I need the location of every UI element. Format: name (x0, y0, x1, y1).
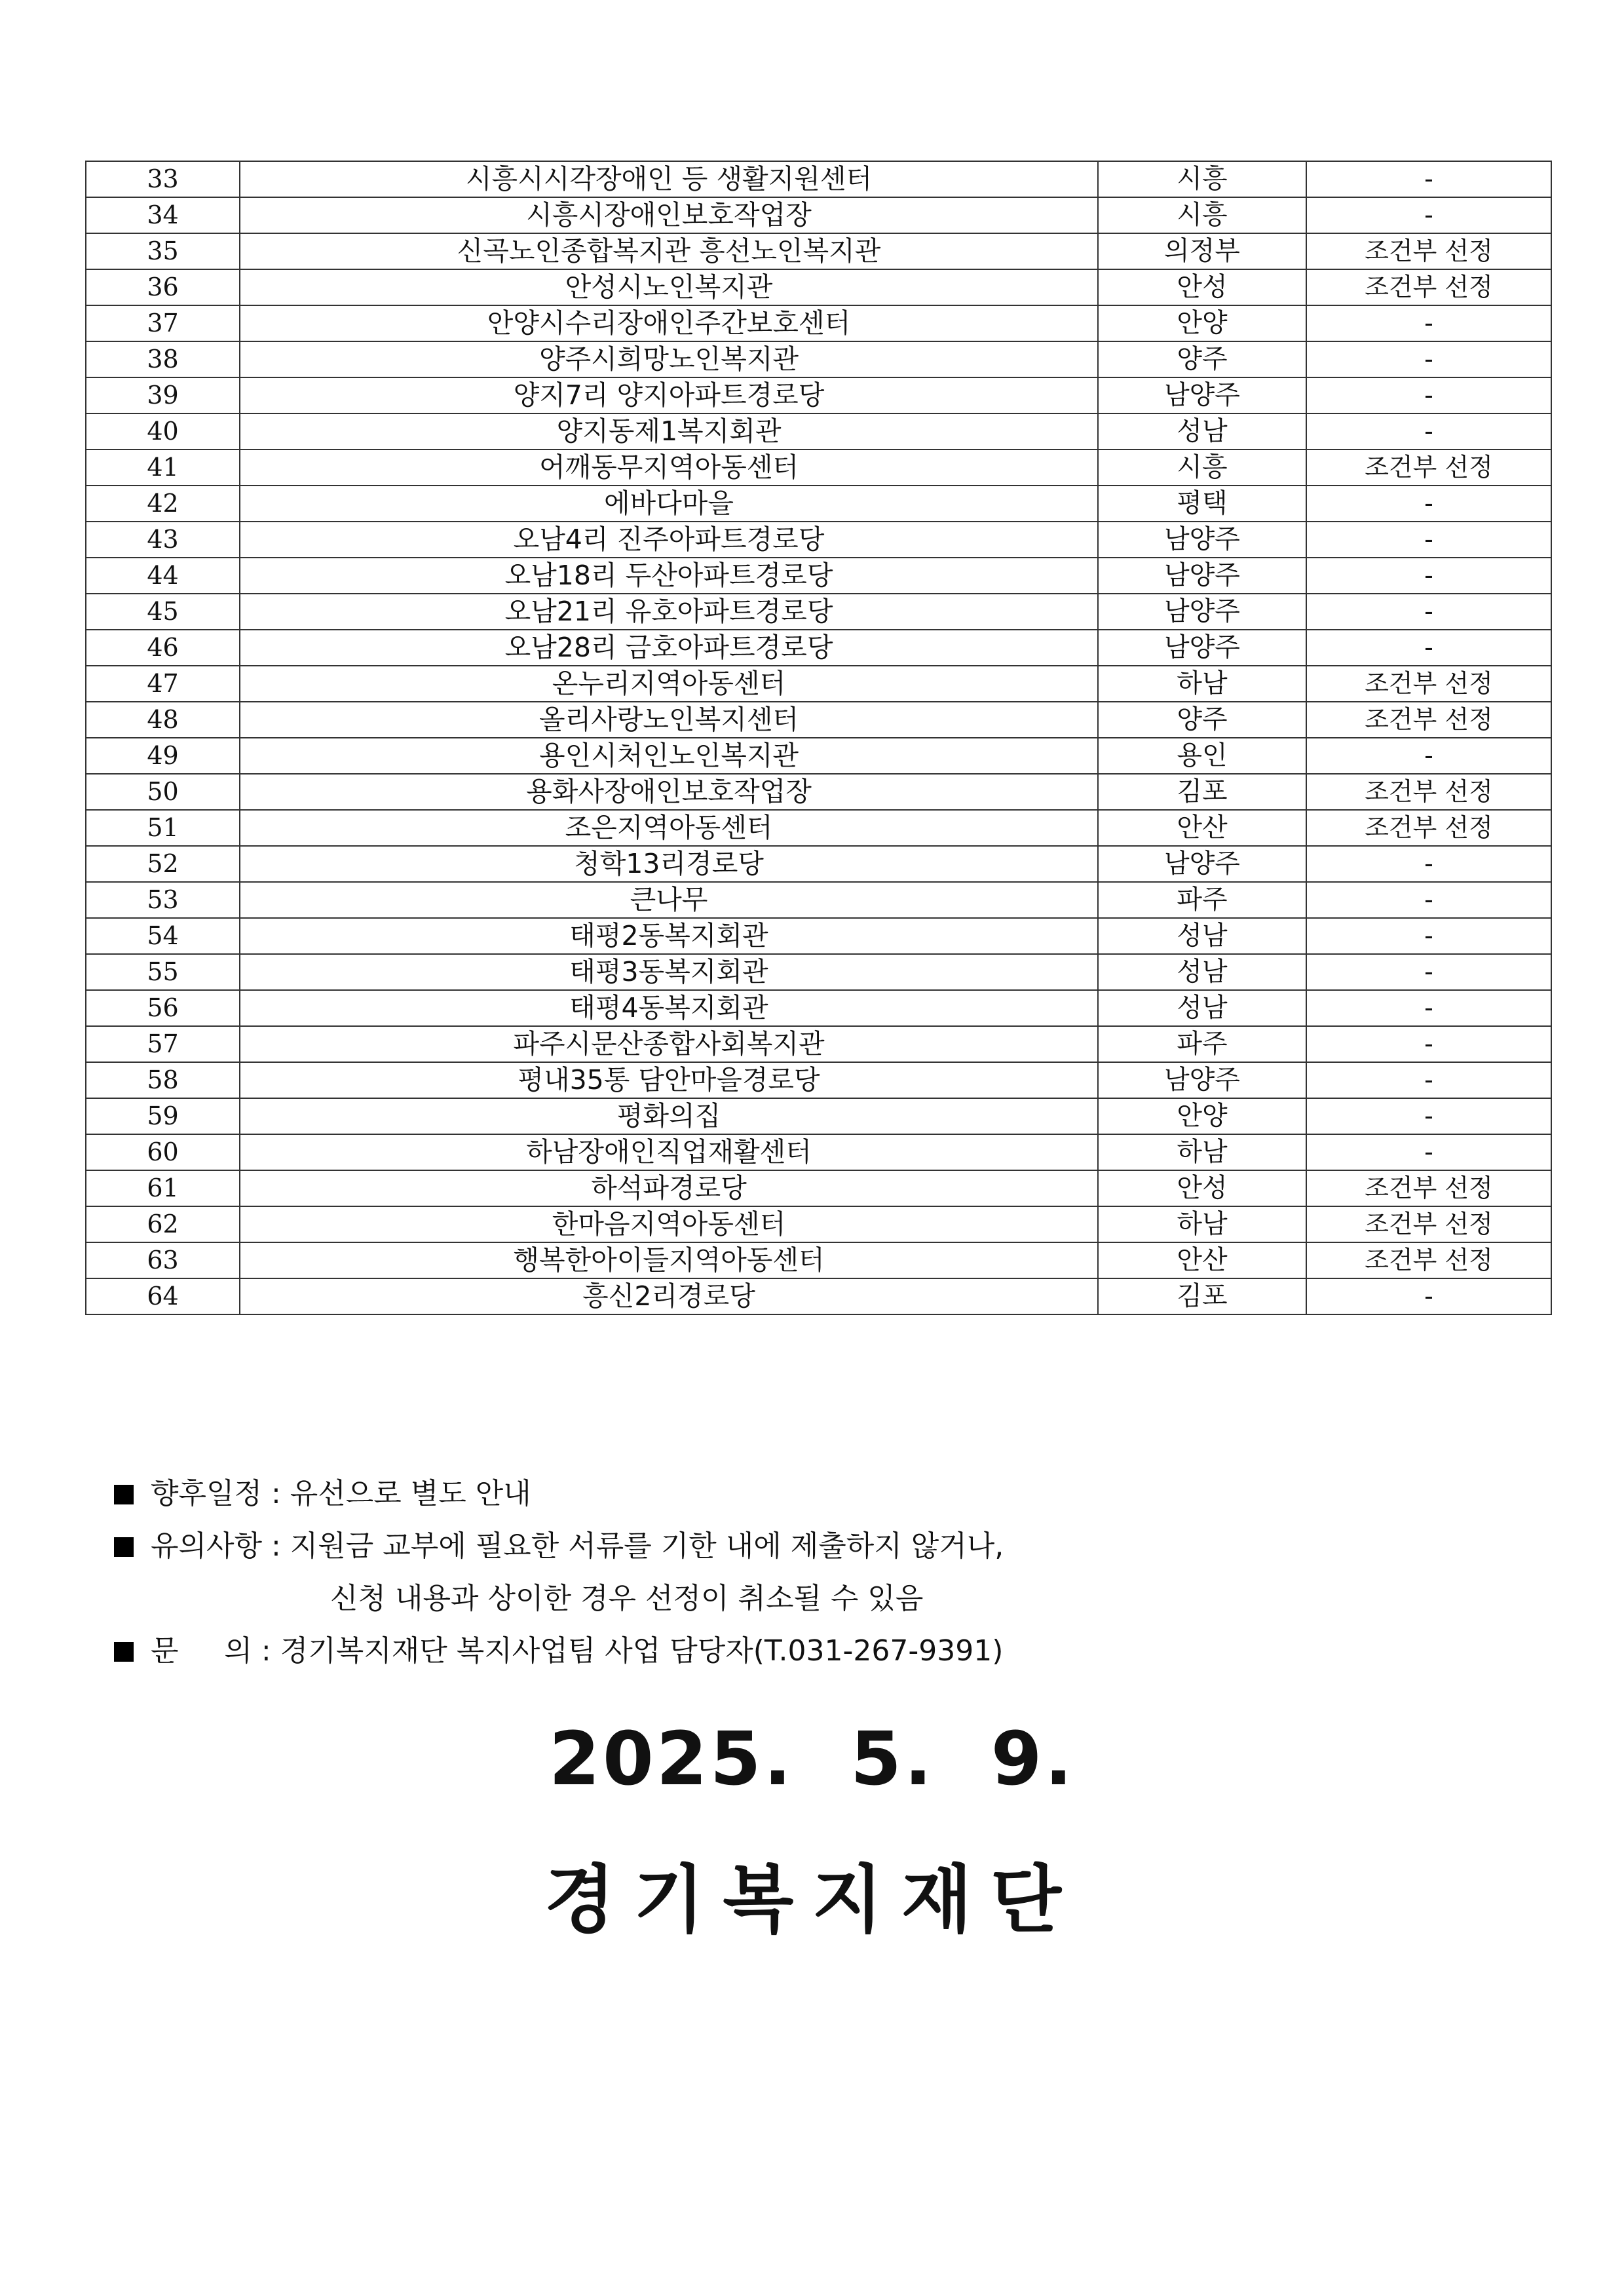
note-cell: - (1306, 341, 1551, 377)
facility-name-cell: 용화사장애인보호작업장 (240, 774, 1098, 810)
note-cell: - (1306, 305, 1551, 341)
note-cell: - (1306, 1134, 1551, 1170)
note-cell: 조건부 선정 (1306, 1242, 1551, 1278)
facility-name-cell: 청학13리경로당 (240, 846, 1098, 882)
note-schedule-text: 향후일정 : 유선으로 별도 안내 (150, 1477, 531, 1510)
note-cell: - (1306, 630, 1551, 666)
region-cell: 안산 (1098, 810, 1306, 846)
region-cell: 남양주 (1098, 377, 1306, 413)
facility-name-cell: 안양시수리장애인주간보호센터 (240, 305, 1098, 341)
table-row (86, 1098, 1551, 1134)
region-cell: 안성 (1098, 269, 1306, 305)
region-cell: 시흥 (1098, 197, 1306, 233)
table-row (86, 594, 1551, 630)
note-inquiry-text: 문 의 : 경기복지재단 복지사업팀 사업 담당자(T.031-267-9391) (150, 1634, 1004, 1668)
region-cell: 양주 (1098, 702, 1306, 738)
facility-name-cell: 에바다마을 (240, 486, 1098, 522)
facility-name-cell: 양지7리 양지아파트경로당 (240, 377, 1098, 413)
facility-name-cell: 조은지역아동센터 (240, 810, 1098, 846)
note-cell: 조건부 선정 (1306, 810, 1551, 846)
row-number-cell: 39 (86, 377, 240, 413)
note-cell: 조건부 선정 (1306, 450, 1551, 486)
note-cell: 조건부 선정 (1306, 1170, 1551, 1206)
row-number-cell: 33 (86, 161, 240, 197)
table-row (86, 269, 1551, 305)
region-cell: 양주 (1098, 341, 1306, 377)
row-number-cell: 37 (86, 305, 240, 341)
table-row (86, 702, 1551, 738)
region-cell: 성남 (1098, 990, 1306, 1026)
row-number-cell: 44 (86, 558, 240, 594)
row-number-cell: 60 (86, 1134, 240, 1170)
table-row (86, 522, 1551, 558)
facility-name-cell: 한마음지역아동센터 (240, 1206, 1098, 1242)
table-row (86, 161, 1551, 197)
square-bullet-icon (114, 1485, 134, 1504)
note-cell: - (1306, 486, 1551, 522)
table-row (86, 1242, 1551, 1278)
row-number-cell: 48 (86, 702, 240, 738)
row-number-cell: 63 (86, 1242, 240, 1278)
table-row (86, 954, 1551, 990)
table-row (86, 558, 1551, 594)
facility-name-cell: 오남4리 진주아파트경로당 (240, 522, 1098, 558)
note-cell: - (1306, 1026, 1551, 1062)
note-cell: - (1306, 161, 1551, 197)
row-number-cell: 57 (86, 1026, 240, 1062)
table-row (86, 846, 1551, 882)
region-cell: 김포 (1098, 1278, 1306, 1314)
organization-name: 경기복지재단 (544, 1858, 1080, 1943)
table-row (86, 1278, 1551, 1314)
facility-name-cell: 하석파경로당 (240, 1170, 1098, 1206)
note-schedule (77, 1415, 1004, 1510)
note-cell: - (1306, 882, 1551, 918)
facility-name-cell: 큰나무 (240, 882, 1098, 918)
region-cell: 파주 (1098, 1026, 1306, 1062)
row-number-cell: 45 (86, 594, 240, 630)
region-cell: 하남 (1098, 666, 1306, 702)
note-cell: - (1306, 738, 1551, 774)
table-row (86, 450, 1551, 486)
region-cell: 시흥 (1098, 161, 1306, 197)
region-cell: 의정부 (1098, 233, 1306, 269)
row-number-cell: 64 (86, 1278, 240, 1314)
row-number-cell: 50 (86, 774, 240, 810)
row-number-cell: 38 (86, 341, 240, 377)
table-row (86, 341, 1551, 377)
region-cell: 하남 (1098, 1206, 1306, 1242)
facility-name-cell: 용인시처인노인복지관 (240, 738, 1098, 774)
notes-section (77, 1415, 1004, 1668)
facility-name-cell: 오남21리 유호아파트경로당 (240, 594, 1098, 630)
facility-name-cell: 올리사랑노인복지센터 (240, 702, 1098, 738)
table-row (86, 630, 1551, 666)
region-cell: 용인 (1098, 738, 1306, 774)
note-cell: - (1306, 846, 1551, 882)
document-date: 2025. 5. 9. (548, 1717, 1076, 1802)
table-row (86, 990, 1551, 1026)
table-row (86, 1170, 1551, 1206)
table-row (86, 413, 1551, 450)
row-number-cell: 61 (86, 1170, 240, 1206)
note-cell: - (1306, 1278, 1551, 1314)
row-number-cell: 35 (86, 233, 240, 269)
facility-name-cell: 어깨동무지역아동센터 (240, 450, 1098, 486)
facility-name-cell: 흥신2리경로당 (240, 1278, 1098, 1314)
facility-name-cell: 오남18리 두산아파트경로당 (240, 558, 1098, 594)
facility-name-cell: 태평4동복지회관 (240, 990, 1098, 1026)
row-number-cell: 49 (86, 738, 240, 774)
row-number-cell: 42 (86, 486, 240, 522)
table-row (86, 305, 1551, 341)
facility-name-cell: 하남장애인직업재활센터 (240, 1134, 1098, 1170)
row-number-cell: 62 (86, 1206, 240, 1242)
region-cell: 안양 (1098, 1098, 1306, 1134)
row-number-cell: 55 (86, 954, 240, 990)
facility-name-cell: 태평2동복지회관 (240, 918, 1098, 954)
note-cell: - (1306, 594, 1551, 630)
row-number-cell: 56 (86, 990, 240, 1026)
row-number-cell: 41 (86, 450, 240, 486)
facility-name-cell: 시흥시장애인보호작업장 (240, 197, 1098, 233)
facility-name-cell: 양주시희망노인복지관 (240, 341, 1098, 377)
note-caution-text-2: 신청 내용과 상이한 경우 선정이 취소될 수 있음 (330, 1582, 924, 1615)
row-number-cell: 54 (86, 918, 240, 954)
table-row (86, 377, 1551, 413)
region-cell: 안산 (1098, 1242, 1306, 1278)
facility-name-cell: 평내35통 담안마을경로당 (240, 1062, 1098, 1098)
facility-name-cell: 양지동제1복지회관 (240, 413, 1098, 450)
table-row (86, 738, 1551, 774)
note-cell: 조건부 선정 (1306, 774, 1551, 810)
note-cell: 조건부 선정 (1306, 702, 1551, 738)
row-number-cell: 36 (86, 269, 240, 305)
region-cell: 남양주 (1098, 846, 1306, 882)
table-row (86, 1206, 1551, 1242)
row-number-cell: 47 (86, 666, 240, 702)
region-cell: 평택 (1098, 486, 1306, 522)
note-cell: - (1306, 522, 1551, 558)
note-cell: - (1306, 1062, 1551, 1098)
note-cell: - (1306, 918, 1551, 954)
square-bullet-icon (114, 1537, 134, 1557)
table-row (86, 197, 1551, 233)
table-row (86, 233, 1551, 269)
row-number-cell: 51 (86, 810, 240, 846)
region-cell: 김포 (1098, 774, 1306, 810)
facility-name-cell: 파주시문산종합사회복지관 (240, 1026, 1098, 1062)
facility-name-cell: 행복한아이들지역아동센터 (240, 1242, 1098, 1278)
region-cell: 남양주 (1098, 558, 1306, 594)
region-cell: 파주 (1098, 882, 1306, 918)
square-bullet-icon (114, 1642, 134, 1662)
note-cell: - (1306, 558, 1551, 594)
table-row (86, 810, 1551, 846)
table-row (86, 1026, 1551, 1062)
facility-name-cell: 신곡노인종합복지관 흥선노인복지관 (240, 233, 1098, 269)
region-cell: 남양주 (1098, 522, 1306, 558)
note-cell: 조건부 선정 (1306, 666, 1551, 702)
facility-name-cell: 시흥시시각장애인 등 생활지원센터 (240, 161, 1098, 197)
row-number-cell: 53 (86, 882, 240, 918)
region-cell: 남양주 (1098, 1062, 1306, 1098)
table-row (86, 774, 1551, 810)
row-number-cell: 46 (86, 630, 240, 666)
facility-name-cell: 안성시노인복지관 (240, 269, 1098, 305)
table-row (86, 918, 1551, 954)
note-cell: - (1306, 1098, 1551, 1134)
region-cell: 남양주 (1098, 594, 1306, 630)
note-cell: - (1306, 377, 1551, 413)
note-cell: - (1306, 197, 1551, 233)
note-caution-text-1: 유의사항 : 지원금 교부에 필요한 서류를 기한 내에 제출하지 않거나, (150, 1529, 1004, 1563)
row-number-cell: 59 (86, 1098, 240, 1134)
note-cell: 조건부 선정 (1306, 1206, 1551, 1242)
region-cell: 안성 (1098, 1170, 1306, 1206)
region-cell: 성남 (1098, 954, 1306, 990)
region-cell: 남양주 (1098, 630, 1306, 666)
note-cell: 조건부 선정 (1306, 269, 1551, 305)
note-cell: - (1306, 954, 1551, 990)
facility-name-cell: 평화의집 (240, 1098, 1098, 1134)
region-cell: 성남 (1098, 413, 1306, 450)
facility-name-cell: 온누리지역아동센터 (240, 666, 1098, 702)
region-cell: 안양 (1098, 305, 1306, 341)
note-cell: 조건부 선정 (1306, 233, 1551, 269)
row-number-cell: 34 (86, 197, 240, 233)
selection-results-table (85, 161, 1552, 1315)
table-row (86, 486, 1551, 522)
facility-name-cell: 태평3동복지회관 (240, 954, 1098, 990)
row-number-cell: 43 (86, 522, 240, 558)
table-row (86, 1062, 1551, 1098)
region-cell: 하남 (1098, 1134, 1306, 1170)
note-cell: - (1306, 413, 1551, 450)
row-number-cell: 40 (86, 413, 240, 450)
row-number-cell: 52 (86, 846, 240, 882)
facility-name-cell: 오남28리 금호아파트경로당 (240, 630, 1098, 666)
region-cell: 성남 (1098, 918, 1306, 954)
note-cell: - (1306, 990, 1551, 1026)
row-number-cell: 58 (86, 1062, 240, 1098)
region-cell: 시흥 (1098, 450, 1306, 486)
table-row (86, 666, 1551, 702)
table-row (86, 1134, 1551, 1170)
table-body (86, 161, 1551, 1314)
table-row (86, 882, 1551, 918)
